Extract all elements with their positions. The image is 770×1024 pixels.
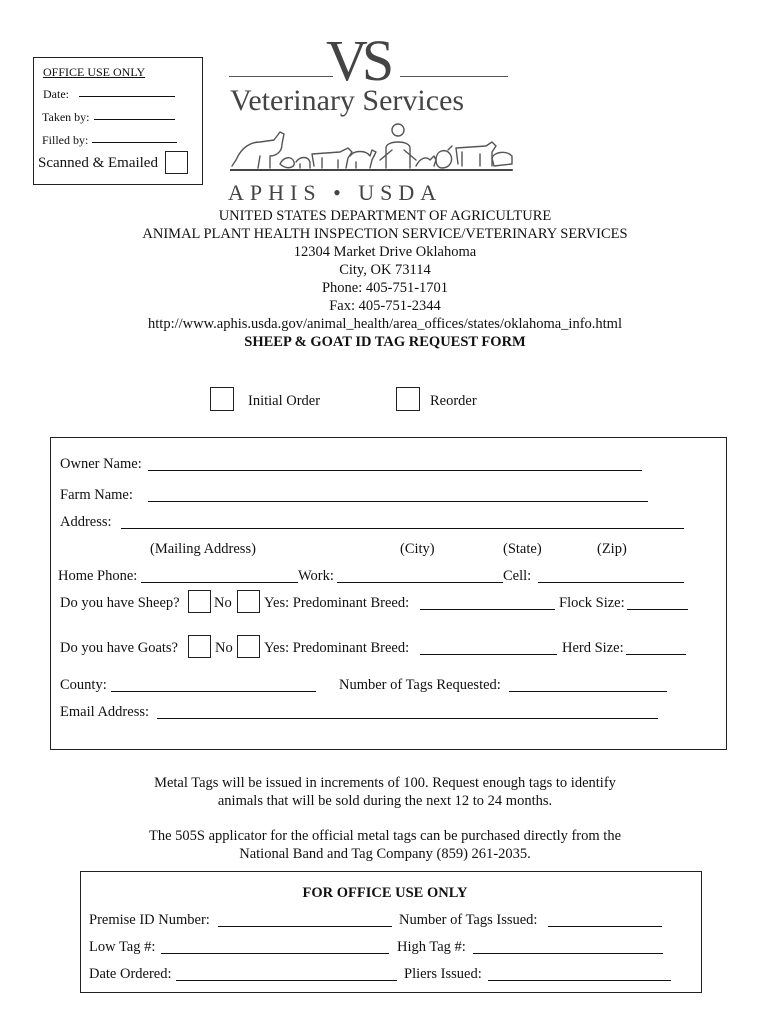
- county-label: County:: [60, 677, 107, 693]
- scanned-emailed-checkbox[interactable]: [165, 151, 188, 174]
- date-ordered-label: Date Ordered:: [89, 966, 172, 982]
- cell-phone-field[interactable]: [538, 582, 684, 583]
- zip-hint: (Zip): [597, 541, 627, 557]
- premise-id-label: Premise ID Number:: [89, 912, 210, 928]
- num-tags-field[interactable]: [509, 691, 667, 692]
- low-tag-label: Low Tag #:: [89, 939, 156, 955]
- office-filled-by-label: Filled by:: [42, 133, 89, 147]
- pliers-issued-field[interactable]: [488, 980, 671, 981]
- cell-phone-label: Cell:: [503, 568, 532, 584]
- initial-order-label: Initial Order: [248, 393, 321, 409]
- form-title: SHEEP & GOAT ID TAG REQUEST FORM: [244, 334, 526, 350]
- goats-yes-checkbox[interactable]: [237, 635, 260, 658]
- high-tag-field[interactable]: [473, 953, 663, 954]
- phone-number: Phone: 405-751-1701: [321, 280, 449, 296]
- office-taken-by-label: Taken by:: [42, 110, 90, 124]
- reorder-label: Reorder: [430, 393, 477, 409]
- high-tag-label: High Tag #:: [397, 939, 466, 955]
- work-phone-label: Work:: [298, 568, 334, 584]
- sheep-breed-field[interactable]: [420, 609, 555, 610]
- farm-name-label: Farm Name:: [60, 487, 133, 503]
- reorder-checkbox[interactable]: [396, 387, 420, 411]
- logo-title: Veterinary Services: [230, 84, 465, 117]
- low-tag-field[interactable]: [161, 953, 389, 954]
- address-line-1: 12304 Market Drive Oklahoma: [293, 244, 477, 260]
- fax-number: Fax: 405-751-2344: [329, 298, 441, 314]
- email-label: Email Address:: [60, 704, 150, 720]
- service-name: ANIMAL PLANT HEALTH INSPECTION SERVICE/VETERINARY SERVICES: [142, 226, 628, 242]
- goats-question: Do you have Goats?: [60, 640, 178, 656]
- note-line-1: Metal Tags will be issued in increments of 100. Request enough tags to identify: [154, 775, 616, 791]
- home-phone-label: Home Phone:: [58, 568, 138, 584]
- home-phone-field[interactable]: [141, 582, 298, 583]
- flock-size-label: Flock Size:: [559, 595, 625, 611]
- goats-no-label: No: [215, 640, 233, 656]
- address-label: Address:: [60, 514, 112, 530]
- owner-name-field[interactable]: [148, 470, 642, 471]
- office-use-section-title: FOR OFFICE USE ONLY: [302, 885, 468, 901]
- address-field[interactable]: [121, 528, 684, 529]
- office-date-field[interactable]: [79, 96, 175, 97]
- logo-rule-right: [400, 76, 508, 77]
- county-field[interactable]: [111, 691, 316, 692]
- logo-rule-left: [229, 76, 333, 77]
- note-line-2: animals that will be sold during the next 12 to 24 months.: [217, 793, 553, 809]
- email-field[interactable]: [157, 718, 658, 719]
- date-ordered-field[interactable]: [176, 980, 397, 981]
- owner-info-form: [50, 437, 727, 750]
- website-link[interactable]: http://www.aphis.usda.gov/animal_health/area_offices/states/oklahoma_info.html: [148, 316, 622, 332]
- office-use-title: OFFICE USE ONLY: [43, 65, 146, 79]
- pliers-issued-label: Pliers Issued:: [404, 966, 482, 982]
- owner-name-label: Owner Name:: [60, 456, 142, 472]
- farm-name-field[interactable]: [148, 501, 648, 502]
- aphis-usda-label: APHIS • USDA: [228, 180, 443, 205]
- city-hint: (City): [400, 541, 435, 557]
- goats-yes-breed-label: Yes: Predominant Breed:: [264, 640, 410, 656]
- herd-size-field[interactable]: [626, 654, 686, 655]
- note-line-3: The 505S applicator for the official metal tags can be purchased directly from the: [148, 828, 621, 844]
- num-tags-label: Number of Tags Requested:: [339, 677, 501, 693]
- sheep-no-checkbox[interactable]: [188, 590, 211, 613]
- sheep-question: Do you have Sheep?: [60, 595, 180, 611]
- state-hint: (State): [503, 541, 542, 557]
- office-date-label: Date:: [43, 87, 69, 101]
- mailing-address-hint: (Mailing Address): [150, 541, 256, 557]
- note-line-4: National Band and Tag Company (859) 261-2035.: [239, 846, 531, 862]
- goats-no-checkbox[interactable]: [188, 635, 211, 658]
- initial-order-checkbox[interactable]: [210, 387, 234, 411]
- work-phone-field[interactable]: [337, 582, 503, 583]
- herd-size-label: Herd Size:: [562, 640, 624, 656]
- office-filled-by-field[interactable]: [92, 142, 177, 143]
- tags-issued-field[interactable]: [548, 926, 662, 927]
- office-taken-by-field[interactable]: [94, 119, 175, 120]
- address-line-2: City, OK 73114: [339, 262, 431, 278]
- vs-logo-mark: VS: [326, 28, 389, 93]
- sheep-yes-checkbox[interactable]: [237, 590, 260, 613]
- scanned-emailed-label: Scanned & Emailed: [38, 155, 158, 171]
- flock-size-field[interactable]: [627, 609, 688, 610]
- premise-id-field[interactable]: [218, 926, 392, 927]
- goats-breed-field[interactable]: [420, 654, 557, 655]
- sheep-no-label: No: [214, 595, 232, 611]
- tags-issued-label: Number of Tags Issued:: [399, 912, 538, 928]
- sheep-yes-breed-label: Yes: Predominant Breed:: [264, 595, 410, 611]
- animals-illustration: [230, 120, 515, 178]
- department-name: UNITED STATES DEPARTMENT OF AGRICULTURE: [218, 208, 552, 224]
